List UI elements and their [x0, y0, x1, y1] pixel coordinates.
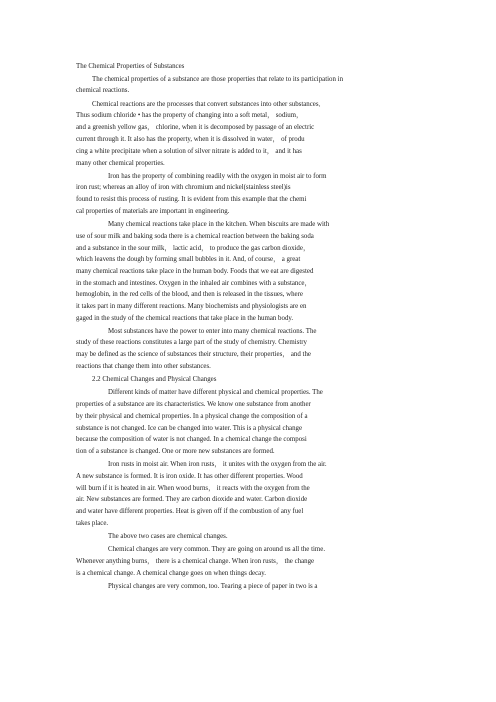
text-line: iron rust; whereas an alloy of iron with chromium and nickel(stainless steel)is — [76, 184, 291, 191]
text-line: found to resist this process of rusting. It is evident from this example that the chemi — [76, 196, 307, 203]
text-line: cal properties of materials are important in engineering. — [76, 208, 230, 215]
text-line: properties of a substance are its characteristics. We know one substance from another — [76, 401, 311, 408]
text-line: may be defined as the science of substances their structure, their properties， and the — [76, 351, 311, 358]
text-line: Different kinds of matter have different physical and chemical properties. The — [108, 389, 323, 396]
text-line: A new substance is formed. It is iron oxide. It has other different properties. Wood — [76, 473, 303, 480]
text-line: use of sour milk and baking soda there is a chemical reaction between the baking soda — [76, 233, 314, 240]
text-line: takes place. — [76, 520, 109, 527]
text-line: Chemical reactions are the processes that convert substances into other substances． — [92, 101, 326, 108]
document-title: The Chemical Properties of Substances — [76, 63, 185, 70]
text-line: because the composition of water is not changed. In a chemical change the composi — [76, 436, 307, 443]
text-line: The chemical properties of a substance are those properties that relate to its participation in — [92, 76, 344, 83]
text-line: and a substance in the sour milk， lactic acid， to produce the gas carbon dioxide， — [76, 245, 310, 252]
text-line: chemical reactions. — [76, 87, 130, 94]
text-line: tion of a substance is changed. One or more new substances are formed. — [76, 448, 275, 455]
text-line: Chemical changes are very common. They are going on around us all the time. — [108, 546, 326, 553]
text-line: which leavens the dough by forming small bubbles in it. And, of course， a great — [76, 256, 301, 263]
text-line: by their physical and chemical properties. In a physical change the composition of a — [76, 413, 308, 420]
text-line: reactions that change them into other substances. — [76, 363, 211, 370]
text-line: cing a white precipitate when a solution of silver nitrate is added to it， and it has — [76, 148, 302, 155]
text-line: Many chemical reactions take place in the kitchen. When biscuits are made with — [108, 221, 330, 228]
text-line: hemoglobin, in the red cells of the blood, and then is released in the tissues, where — [76, 291, 303, 298]
text-line: and water have different properties. Heat is given off if the combustion of any fuel — [76, 508, 304, 515]
text-line: current through it. It also has the property, when it is dissolved in water， of produ — [76, 136, 305, 143]
text-line: Whenever anything burns， there is a chemical change. When iron rusts， the change — [76, 558, 315, 565]
text-line: study of these reactions constitutes a large part of the study of chemistry. Chemistry — [76, 339, 307, 346]
text-line: Most substances have the power to enter into many chemical reactions. The — [108, 328, 317, 335]
text-line: it takes part in many different reactions. Many biochemists and physiologists are en — [76, 303, 307, 310]
text-line: Iron rusts in moist air. When iron rusts， it unites with the oxygen from the air. — [108, 461, 327, 468]
text-line: air. New substances are formed. They are carbon dioxide and water. Carbon dioxide — [76, 496, 308, 503]
text-line: substance is not changed. Ice can be changed into water. This is a physical change — [76, 425, 303, 432]
text-line: in the stomach and intestines. Oxygen in the inhaled air combines with a substance， — [76, 280, 312, 287]
section-heading: 2.2 Chemical Changes and Physical Changes — [92, 376, 217, 383]
text-line: Thus sodium chloride • has the property of changing into a soft metal， sodium， — [76, 112, 303, 119]
text-line: The above two cases are chemical changes. — [108, 533, 228, 540]
text-line: gaged in the study of the chemical reactions that take place in the human body. — [76, 315, 294, 322]
text-line: will burn if it is heated in air. When wood burns， it reacts with the oxygen from the — [76, 485, 310, 492]
text-line: many other chemical properties. — [76, 160, 165, 167]
text-line: many chemical reactions take place in the human body. Foods that we eat are digested — [76, 268, 314, 275]
text-line: Physical changes are very common, too. Tearing a piece of paper in two is a — [108, 583, 318, 590]
text-line: Iron has the property of combining readily with the oxygen in moist air to form — [108, 173, 327, 180]
text-line: and a greenish yellow gas， chlorine, when it is decomposed by passage of an electric — [76, 124, 315, 131]
text-line: is a chemical change. A chemical change goes on when things decay. — [76, 570, 266, 577]
